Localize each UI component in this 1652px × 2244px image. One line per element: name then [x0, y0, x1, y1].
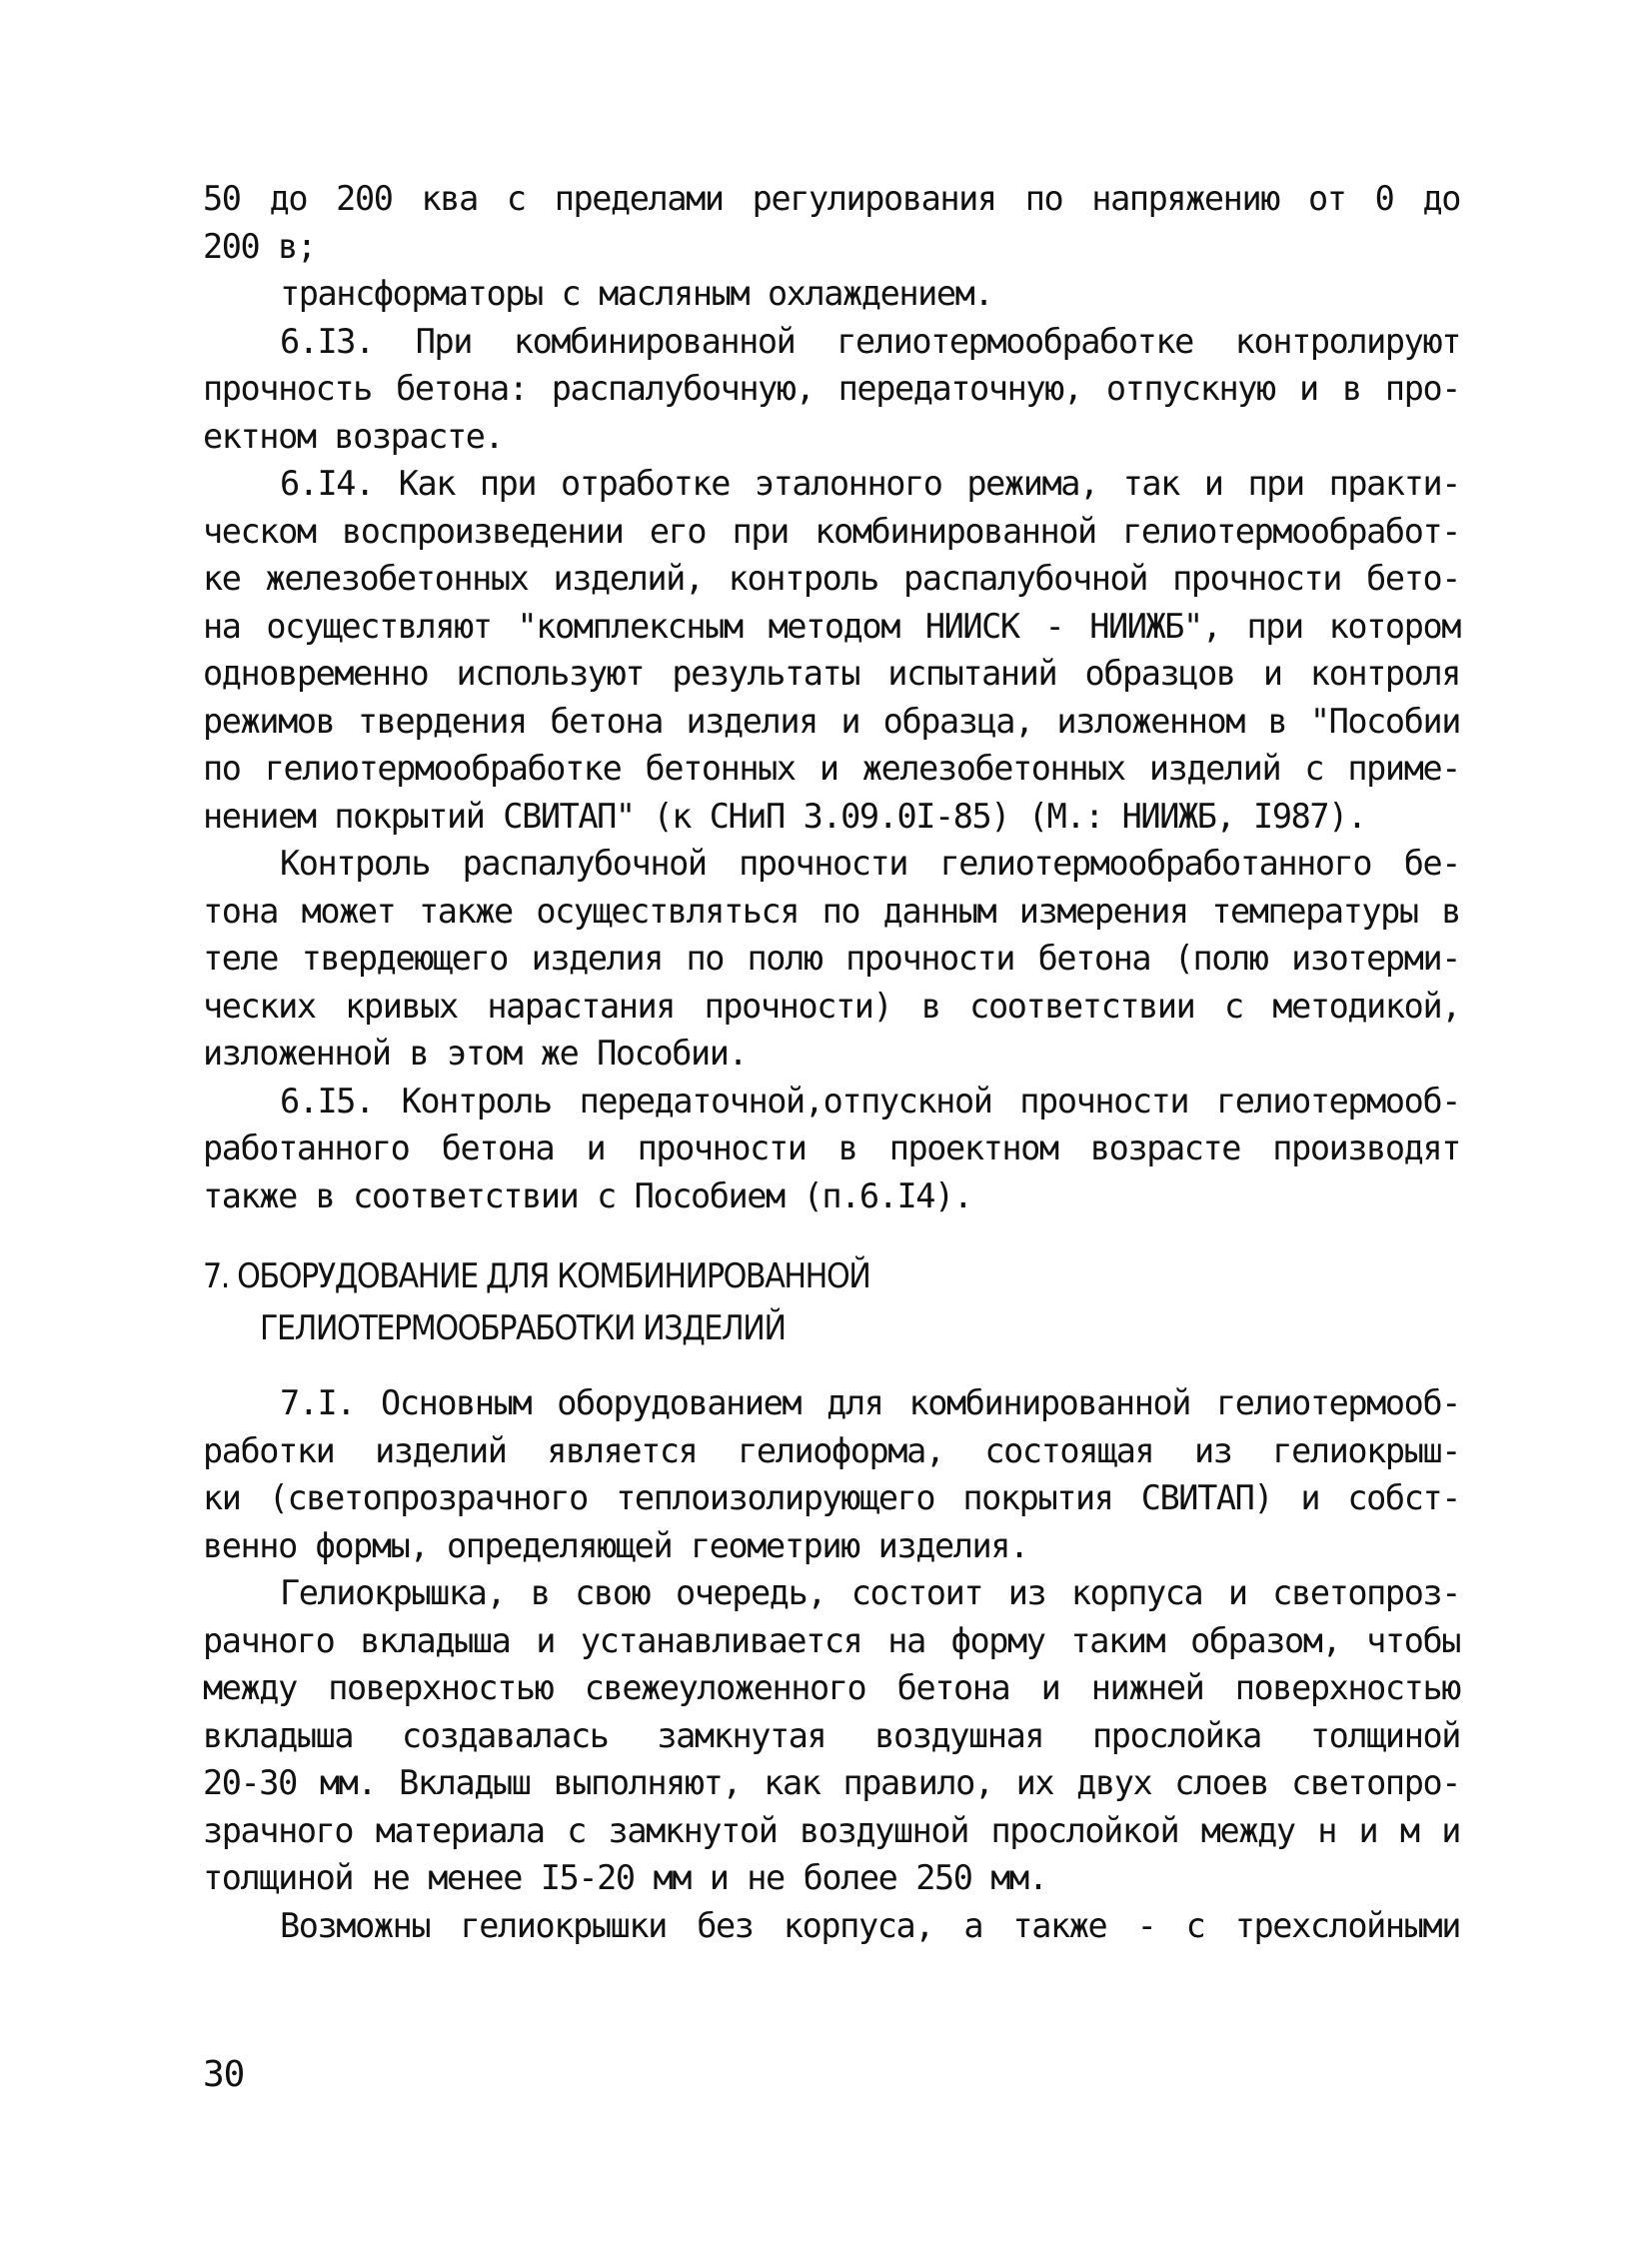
- text-line: ки (светопрозрачного теплоизолирующего покрытия СВИТАП) и собст-: [203, 1478, 1460, 1517]
- text-line: зрачного материала с замкнутой воздушной прослойкой между н и м и: [203, 1810, 1460, 1850]
- paragraph-control-start: Контроль распалубочной прочности гелиотермообработанного бе-: [280, 844, 1460, 883]
- section-heading-line-2: ГЕЛИОТЕРМООБРАБОТКИ ИЗДЕЛИЙ: [260, 1308, 786, 1347]
- paragraph-6-14-start: 6.I4. Как при отработке эталонного режима, так и при практи-: [280, 464, 1460, 503]
- text-line: работанного бетона и прочности в проектном возрасте производят: [203, 1128, 1460, 1167]
- text-line: вкладыша создавалась замкнутая воздушная прослойка толщиной: [203, 1715, 1460, 1755]
- text-line: прочность бетона: распалубочную, передаточную, отпускную и в про-: [203, 369, 1460, 408]
- paragraph-heliocover-start: Гелиокрышка, в свою очередь, состоит из корпуса и светопроз-: [280, 1573, 1460, 1612]
- text-line: рачного вкладыша и устанавливается на форму таким образом, чтобы: [203, 1620, 1460, 1660]
- text-line: по гелиотермообработке бетонных и железобетонных изделий с приме-: [203, 749, 1460, 788]
- text-line: тона может также осуществляться по данным измерения температуры в: [203, 891, 1460, 931]
- text-line: 200 в;: [203, 226, 316, 266]
- page-number: 30: [203, 2054, 245, 2095]
- text-line: режимов твердения бетона изделия и образца, изложенном в "Пособии: [203, 701, 1460, 741]
- text-line: толщиной не менее I5-20 мм и не более 250 мм.: [203, 1858, 1047, 1897]
- text-line: работки изделий является гелиоформа, состоящая из гелиокрыш-: [203, 1430, 1460, 1470]
- text-line: изложенной в этом же Пособии.: [203, 1034, 748, 1073]
- paragraph-possible-start: Возможны гелиокрышки без корпуса, а также - с трехслойными: [280, 1905, 1460, 1945]
- text-line: венно формы, определяющей геометрию изделия.: [203, 1525, 1028, 1565]
- text-line: на осуществляют "комплексным методом НИИСК - НИИЖБ", при котором: [203, 606, 1460, 646]
- text-line: трансформаторы с масляным охлаждением.: [280, 274, 993, 313]
- paragraph-6-13-start: 6.I3. При комбинированной гелиотермообработке контролируют: [280, 321, 1460, 361]
- body-text-section-6: [203, 175, 1460, 1219]
- paragraph-7-1-start: 7.I. Основным оборудованием для комбинированной гелиотермооб-: [280, 1383, 1460, 1422]
- text-line: между поверхностью свежеуложенного бетона и нижней поверхностью: [203, 1668, 1460, 1707]
- paragraph-6-15-start: 6.I5. Контроль передаточной,отпускной прочности гелиотермооб-: [280, 1081, 1460, 1121]
- text-line: ке железобетонных изделий, контроль распалубочной прочности бето-: [203, 559, 1460, 598]
- text-line: также в соответствии с Пособием (п.6.I4).: [203, 1175, 972, 1215]
- text-line: нением покрытий СВИТАП" (к СНиП 3.09.0I-85) (М.: НИИЖБ, I987).: [203, 796, 1366, 836]
- text-line: ектном возрасте.: [203, 416, 504, 456]
- text-line: 50 до 200 ква с пределами регулирования по напряжению от 0 до: [203, 179, 1460, 218]
- text-line: 20-30 мм. Вкладыш выполняют, как правило, их двух слоев светопро-: [203, 1763, 1460, 1802]
- body-text-section-7: [203, 1379, 1460, 1949]
- section-heading: [203, 1250, 1460, 1354]
- text-line: одновременно используют результаты испытаний образцов и контроля: [203, 654, 1460, 693]
- text-line: теле твердеющего изделия по полю прочности бетона (полю изотерми-: [203, 939, 1460, 978]
- text-line: ческом воспроизведении его при комбинированной гелиотермообработ-: [203, 511, 1460, 551]
- text-line: ческих кривых нарастания прочности) в соответствии с методикой,: [203, 986, 1460, 1026]
- section-heading-line-1: 7. ОБОРУДОВАНИЕ ДЛЯ КОМБИНИРОВАННОЙ: [203, 1256, 870, 1295]
